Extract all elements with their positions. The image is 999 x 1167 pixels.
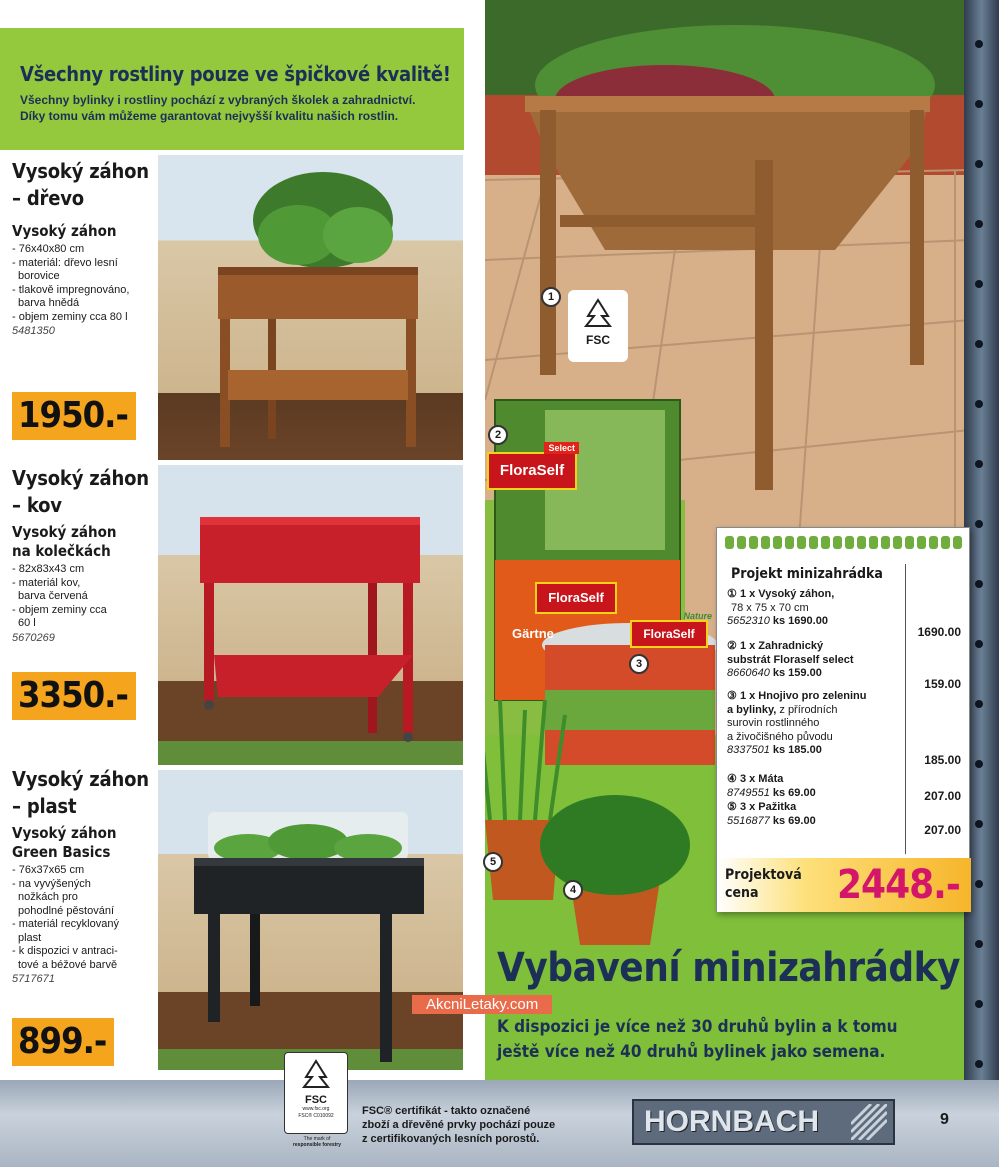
project-item-3-value: 185.00 <box>924 753 961 767</box>
quality-line-2: Díky tomu vám můžeme garantovat nejvyšší kvalitu našich rostlin. <box>20 109 399 123</box>
project-item-5-value: 207.00 <box>924 823 961 837</box>
project-price-label: Projektová cena <box>725 867 802 901</box>
binder-hole <box>975 220 983 228</box>
project-item-4: ④ 3 x Máta 8749551 ks 69.00 <box>727 773 816 799</box>
product-specs: - 76x37x65 cm - na vyvýšených nožkách pro pohodlné pěstování - materiál recyklovaný plast - k dispozici v antraci- tové a béžové barvě <box>12 864 119 971</box>
product-name: Vysoký záhon na kolečkách <box>12 523 117 560</box>
product-metal <box>12 465 160 644</box>
product-wood <box>12 158 160 337</box>
binder-hole <box>975 640 983 648</box>
product-name: Vysoký záhon <box>12 222 117 240</box>
hornbach-logo: HORNBACH <box>632 1099 895 1145</box>
callout-3: 3 <box>629 654 649 674</box>
callout-1: 1 <box>541 287 561 307</box>
product-heading: Vysoký záhon – kov <box>12 466 149 517</box>
photo-wood-bed <box>158 155 463 460</box>
binder-hole <box>975 280 983 288</box>
binder-hole <box>975 160 983 168</box>
binder-hole <box>975 1000 983 1008</box>
tree-icon <box>583 298 613 328</box>
callout-4: 4 <box>563 880 583 900</box>
photo-plastic-bed <box>158 770 463 1070</box>
wood-bed-illustration <box>158 155 463 460</box>
article-number: 5717671 <box>12 973 55 985</box>
binder-hole <box>975 580 983 588</box>
project-price: 2448.- <box>837 862 960 908</box>
project-item-1-value: 1690.00 <box>917 625 961 639</box>
binder-hole <box>975 820 983 828</box>
product-specs: - 76x40x80 cm - materiál: dřevo lesní borovice - tlakově impregnováno, barva hnědá - objem zeminy cca 80 l <box>12 243 130 323</box>
price-tag: 1950.- <box>12 392 136 440</box>
binder-hole <box>975 340 983 348</box>
binder-hole <box>975 940 983 948</box>
product-name: Vysoký záhon Green Basics <box>12 824 117 861</box>
article-number: 5481350 <box>12 325 55 337</box>
plastic-bed-illustration <box>158 770 463 1070</box>
binder-hole <box>975 460 983 468</box>
watermark: AkcniLetaky.com <box>412 995 552 1014</box>
callout-5: 5 <box>483 852 503 872</box>
floraself-logo-bag: FloraSelf <box>535 582 617 614</box>
quality-title: Všechny rostliny pouze ve špičkové kvalitě! <box>20 62 451 86</box>
project-box <box>716 527 970 912</box>
bag-brand-text: Gärtne <box>512 626 554 641</box>
binder-hole <box>975 760 983 768</box>
project-item-3: ③ 1 x Hnojivo pro zeleninu a bylinky, z přírodních surovin rostlinného a živočišného původu 8337501 ks 185.00 <box>727 690 867 756</box>
fsc-label: FSC <box>586 333 610 347</box>
binder-hole <box>975 400 983 408</box>
product-specs: - 82x83x43 cm - materiál kov, barva červená - objem zeminy cca 60 l <box>12 563 107 629</box>
project-item-4-value: 207.00 <box>924 789 961 803</box>
price-tag: 3350.- <box>12 672 136 720</box>
article-number: 5670269 <box>12 631 55 644</box>
binder-hole <box>975 880 983 888</box>
binder-hole <box>975 520 983 528</box>
quality-text <box>20 92 464 124</box>
fsc-certificate-note: FSC® certifikát - takto označené zboží a dřevěné prvky pochází pouze z certifikovaných lesních porostů. <box>362 1105 556 1145</box>
hornbach-stripes-icon <box>851 1104 887 1140</box>
tree-icon <box>301 1059 331 1089</box>
quality-line-1: Všechny bylinky i rostliny pochází z vybraných školek a zahradnictví. <box>20 93 416 107</box>
project-item-1: ① 1 x Vysoký záhon, 78 x 75 x 70 cm 5652310 ks 1690.00 <box>727 588 835 627</box>
fsc-badge-photo <box>568 290 628 362</box>
fsc-tagline: The mark of responsible forestry <box>292 1136 342 1148</box>
binder-hole <box>975 40 983 48</box>
callout-2: 2 <box>488 425 508 445</box>
product-heading: Vysoký záhon – plast <box>12 767 149 818</box>
floraself-logo: FloraSelf Select <box>487 452 577 490</box>
photo-metal-bed <box>158 465 463 765</box>
product-plastic <box>12 766 160 985</box>
spiral-binding <box>725 536 993 550</box>
price-tag: 899.- <box>12 1018 114 1066</box>
project-item-2-value: 159.00 <box>924 677 961 691</box>
binder-hole <box>975 100 983 108</box>
binder-hole <box>975 1060 983 1068</box>
metal-bed-illustration <box>158 465 463 765</box>
binder-hole <box>975 700 983 708</box>
mini-garden-headline: Vybavení minizahrádky <box>497 945 960 991</box>
project-item-2: ② 1 x Zahradnický substrát Floraself select 8660640 ks 159.00 <box>727 640 854 679</box>
fsc-logo: FSC www.fsc.org FSC® C010092 <box>284 1052 348 1134</box>
page-number: 9 <box>940 1111 949 1128</box>
mini-garden-subline: K dispozici je více než 30 druhů bylin a k tomu ještě více než 40 druhů bylinek jako semena. <box>497 1017 898 1062</box>
quality-banner <box>0 28 464 150</box>
product-heading: Vysoký záhon – dřevo <box>12 159 149 210</box>
floraself-logo-tub: FloraSelf Nature <box>630 620 708 648</box>
select-tag: Select <box>544 442 579 454</box>
project-title: Projekt minizahrádka <box>731 566 883 582</box>
nature-tag: Nature <box>683 611 712 621</box>
project-item-5: ⑤ 3 x Pažitka 5516877 ks 69.00 <box>727 801 816 827</box>
